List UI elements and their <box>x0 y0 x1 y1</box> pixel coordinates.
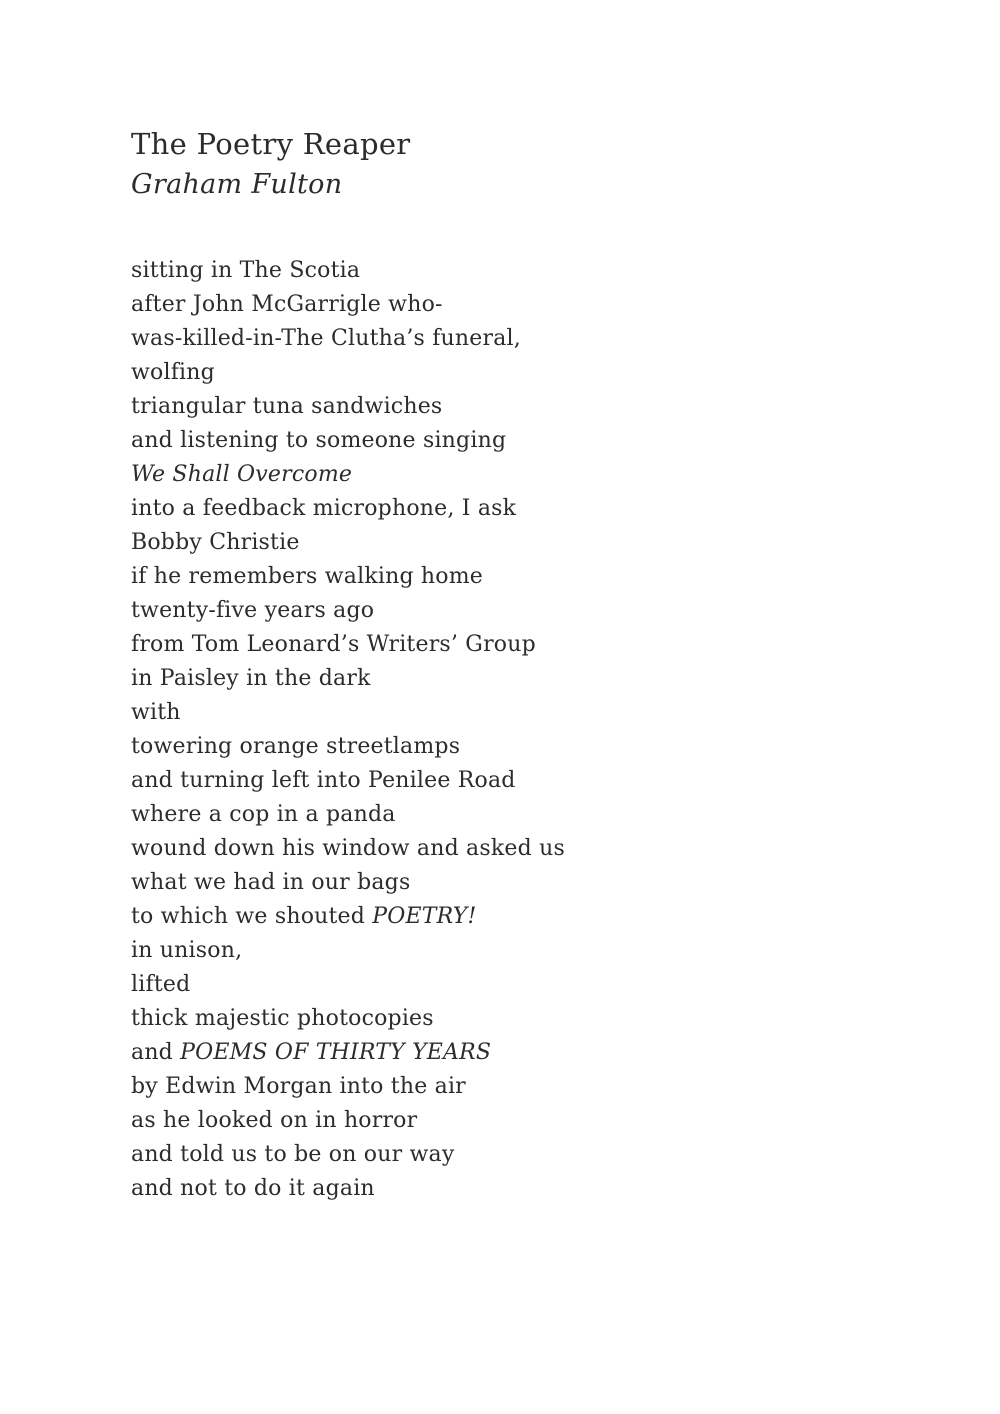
poem-body <box>131 254 871 1206</box>
poem-line <box>131 288 871 322</box>
poem-line-segment: wolfing <box>131 360 215 386</box>
poem-line <box>131 662 871 696</box>
poem-line <box>131 1172 871 1206</box>
poem-line <box>131 730 871 764</box>
poem-line-segment-italic: We Shall Overcome <box>131 462 353 488</box>
poem-line <box>131 1138 871 1172</box>
poem-author: Graham Fulton <box>131 169 343 201</box>
poem-page <box>131 128 871 1206</box>
poem-line-segment: was-killed-in-The Clutha’s funeral, <box>131 326 521 352</box>
poem-line <box>131 322 871 356</box>
poem-line <box>131 832 871 866</box>
poem-line-segment: what we had in our bags <box>131 870 411 896</box>
poem-line-segment: and <box>131 1040 181 1066</box>
poem-line <box>131 900 871 934</box>
poem-line <box>131 560 871 594</box>
poem-line <box>131 594 871 628</box>
poem-line <box>131 764 871 798</box>
poem-line-segment: thick majestic photocopies <box>131 1006 434 1032</box>
poem-line-segment: to which we shouted <box>131 904 373 930</box>
poem-line <box>131 628 871 662</box>
poem-line <box>131 390 871 424</box>
poem-line-segment: and listening to someone singing <box>131 428 507 454</box>
poem-line-segment: in Paisley in the dark <box>131 666 371 692</box>
poem-line-segment: and not to do it again <box>131 1176 375 1202</box>
poem-line-segment: where a cop in a panda <box>131 802 396 828</box>
poem-line <box>131 1036 871 1070</box>
poem-line <box>131 492 871 526</box>
poem-line-segment: in unison, <box>131 938 243 964</box>
poem-line-segment-italic: POETRY! <box>372 904 477 930</box>
poem-line <box>131 1070 871 1104</box>
poem-line-segment: if he remembers walking home <box>131 564 484 590</box>
poem-line-segment: triangular tuna sandwiches <box>131 394 443 420</box>
poem-line-segment: wound down his window and asked us <box>131 836 565 862</box>
poem-line-segment-italic: POEMS OF THIRTY YEARS <box>180 1040 492 1066</box>
poem-line <box>131 458 871 492</box>
poem-line-segment: sitting in The Scotia <box>131 258 361 284</box>
poem-line-segment: and told us to be on our way <box>131 1142 455 1168</box>
poem-line-segment: twenty-five years ago <box>131 598 375 624</box>
poem-line-segment: lifted <box>131 972 191 998</box>
poem-line <box>131 254 871 288</box>
poem-line-segment: with <box>131 700 181 726</box>
poem-title: The Poetry Reaper <box>131 127 411 161</box>
poem-line <box>131 424 871 458</box>
poem-line-segment: Bobby Christie <box>131 530 300 556</box>
poem-line-segment: and turning left into Penilee Road <box>131 768 516 794</box>
poem-line-segment: into a feedback microphone, I ask <box>131 496 517 522</box>
poem-line <box>131 696 871 730</box>
poem-line <box>131 356 871 390</box>
poem-line <box>131 1002 871 1036</box>
poem-line <box>131 866 871 900</box>
poem-line <box>131 1104 871 1138</box>
poem-line <box>131 968 871 1002</box>
poem-line-segment: after John McGarrigle who- <box>131 292 443 318</box>
poem-line-segment: by Edwin Morgan into the air <box>131 1074 466 1100</box>
poem-line <box>131 934 871 968</box>
poem-line-segment: towering orange streetlamps <box>131 734 461 760</box>
poem-line-segment: from Tom Leonard’s Writers’ Group <box>131 632 536 658</box>
poem-line <box>131 798 871 832</box>
poem-line-segment: as he looked on in horror <box>131 1108 418 1134</box>
poem-line <box>131 526 871 560</box>
